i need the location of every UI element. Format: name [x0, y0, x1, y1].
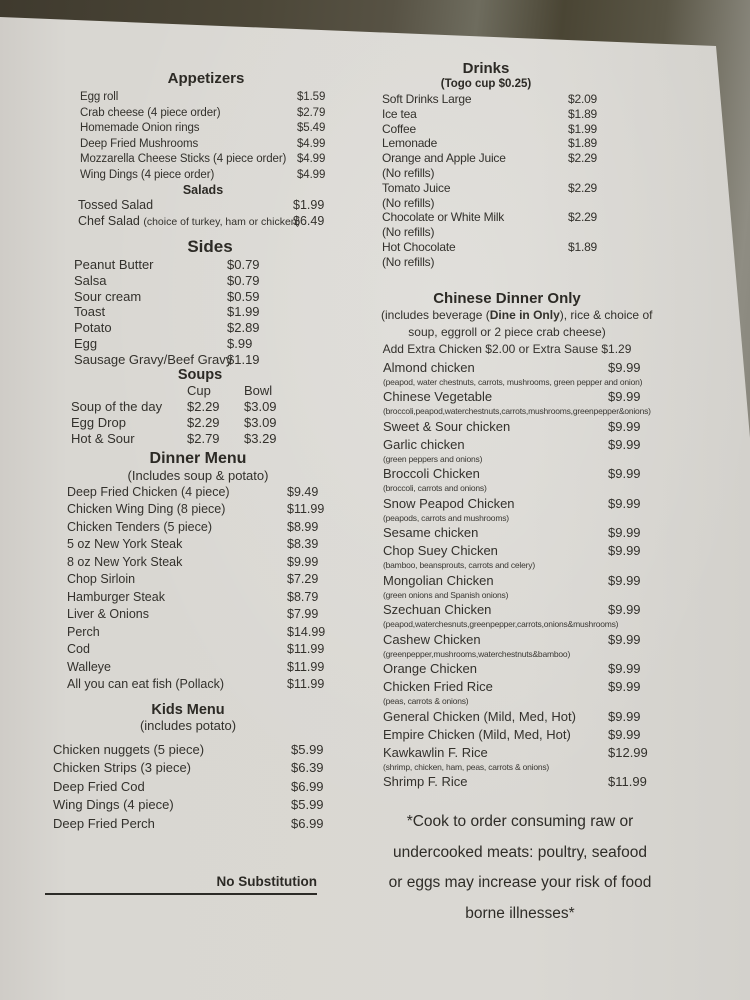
item-price: $12.99 — [608, 744, 648, 760]
item-price: $11.99 — [287, 659, 325, 674]
item-price: $9.99 — [608, 661, 641, 677]
item-price: $1.99 — [227, 304, 260, 320]
soups-list — [45, 399, 317, 447]
menu-item-row — [45, 137, 326, 153]
dinner-menu-title: Dinner Menu — [149, 449, 247, 467]
item-note: (No refills) — [382, 225, 435, 240]
chinese-item — [381, 726, 673, 744]
item-name: 5 oz New York Steak — [67, 537, 183, 552]
menu-item-row — [45, 289, 317, 305]
drink-item — [381, 107, 673, 122]
item-detail: (choice of turkey, ham or chicken) — [143, 216, 301, 228]
left-column — [45, 70, 326, 833]
item-name: Chicken Tenders (5 piece) — [67, 519, 212, 534]
item-price: $1.89 — [568, 106, 598, 121]
menu-item-row — [381, 524, 673, 542]
menu-item-row — [45, 641, 325, 659]
item-ingredients: (broccoli, carrots and onions) — [383, 483, 487, 494]
item-name: Orange and Apple Juice — [382, 151, 506, 166]
item-name: Homemade Onion rings — [80, 122, 200, 134]
chinese-item — [381, 495, 673, 525]
item-name: Peanut Butter — [74, 257, 154, 272]
item-price: $5.99 — [291, 797, 324, 813]
item-name: Wing Dings (4 piece order) — [80, 168, 215, 181]
dinner-list — [45, 484, 326, 694]
menu-item-row — [381, 436, 673, 454]
item-name: Tossed Salad — [78, 198, 154, 212]
item-name: Sausage Gravy/Beef Gravy — [74, 351, 233, 367]
sides-list — [45, 257, 317, 368]
item-price: $9.99 — [608, 495, 641, 511]
item-price: $5.49 — [297, 122, 326, 134]
item-name: Egg roll — [80, 91, 119, 103]
chinese-item — [381, 744, 673, 774]
menu-item-row — [45, 273, 317, 289]
item-name: Sweet & Sour chicken — [383, 418, 511, 434]
item-name: Tomato Juice — [382, 180, 451, 195]
menu-item-row — [381, 240, 673, 255]
menu-item-row — [381, 92, 673, 107]
drink-item — [381, 122, 673, 137]
item-price: $8.99 — [287, 519, 319, 534]
item-price: $9.99 — [608, 631, 641, 647]
item-name: Wing Dings (4 piece) — [53, 797, 174, 813]
chinese-item — [381, 359, 673, 389]
chinese-item — [381, 465, 673, 495]
chinese-dinner-list — [381, 359, 673, 792]
item-price: $1.19 — [227, 351, 260, 367]
drink-item — [381, 136, 673, 151]
item-price: $6.99 — [291, 815, 324, 831]
item-name: Chicken Wing Ding (8 piece) — [67, 502, 226, 517]
chinese-item — [381, 572, 673, 602]
chinese-dinner-note-line2: soup, eggroll or 2 piece crab cheese) — [408, 324, 606, 339]
kids-menu-title: Kids Menu — [151, 701, 225, 718]
item-price: $2.29 — [568, 210, 598, 225]
item-ingredients: (green peppers and onions) — [383, 453, 483, 464]
item-ingredients: (shrimp, chicken, ham, peas, carrots & onions) — [383, 761, 550, 772]
item-name: Sour cream — [74, 288, 142, 304]
item-price: $2.09 — [568, 92, 598, 106]
menu-item-row — [45, 778, 324, 797]
item-name: Cashew Chicken — [383, 631, 481, 647]
chinese-item — [381, 631, 673, 661]
no-substitution-note: No Substitution — [45, 874, 317, 895]
chinese-item — [381, 542, 673, 572]
item-price: $9.99 — [608, 436, 641, 452]
item-price: $.99 — [227, 335, 253, 351]
chinese-item — [381, 418, 673, 436]
item-name: Chicken Fried Rice — [383, 679, 493, 695]
menu-item-row — [45, 352, 317, 368]
menu-item-row — [381, 107, 673, 122]
item-price: $9.49 — [287, 484, 319, 499]
chinese-item — [381, 524, 673, 542]
menu-item-row — [381, 773, 673, 791]
item-price: $6.39 — [291, 760, 324, 776]
drink-item — [381, 240, 673, 270]
item-cup-price: $2.29 — [187, 398, 220, 414]
item-ingredients: (green onions and Spanish onions) — [383, 589, 509, 600]
chinese-item — [381, 436, 673, 466]
menu-item-row — [381, 631, 673, 649]
item-name: Deep Fried Perch — [53, 815, 155, 831]
item-note: (No refills) — [382, 254, 435, 269]
menu-item-row — [45, 676, 325, 694]
menu-item-row — [45, 659, 325, 677]
item-name: Mongolian Chicken — [383, 572, 494, 588]
chinese-dinner-note-line1: (includes beverage (Dine in Only), rice & choice of — [381, 307, 653, 322]
drink-item — [381, 151, 673, 181]
item-price: $1.89 — [568, 136, 598, 151]
menu-item-row — [45, 519, 317, 537]
item-price: $9.99 — [608, 525, 641, 541]
drinks-title: Drinks — [462, 60, 510, 77]
menu-item-row — [45, 815, 324, 834]
item-name: Deep Fried Mushrooms — [80, 137, 199, 150]
menu-item-row — [381, 542, 673, 560]
menu-item-row — [45, 624, 326, 642]
item-price: $9.99 — [608, 572, 641, 588]
item-name: Garlic chicken — [383, 436, 465, 452]
item-cup-price: $2.79 — [187, 430, 220, 446]
item-bowl-price: $3.09 — [244, 414, 277, 430]
item-name: Deep Fried Chicken (4 piece) — [67, 484, 230, 499]
item-name: Chinese Vegetable — [383, 389, 493, 405]
sides-title: Sides — [187, 237, 233, 256]
item-ingredients: (peapods, carrots and mushrooms) — [383, 512, 509, 523]
item-name: Chicken Strips (3 piece) — [53, 760, 191, 776]
menu-item-row — [381, 465, 673, 483]
chinese-item — [381, 388, 673, 418]
soups-column-headers — [45, 383, 317, 399]
salads-list — [45, 197, 325, 229]
menu-item-row — [45, 571, 317, 589]
soups-bowl-header: Bowl — [244, 382, 273, 398]
menu-item-row — [381, 136, 673, 151]
item-price: $6.49 — [293, 214, 325, 228]
menu-item-row — [45, 304, 317, 320]
menu-item-row — [45, 741, 324, 760]
drink-item — [381, 181, 673, 211]
item-price: $0.59 — [227, 288, 260, 304]
menu-item-row — [45, 106, 326, 122]
item-name: Chop Sirloin — [67, 572, 136, 587]
menu-item-row — [381, 660, 673, 678]
kids-list — [45, 741, 324, 834]
item-price: $9.99 — [608, 679, 641, 695]
menu-item-row — [381, 678, 673, 696]
item-name: Liver & Onions — [67, 607, 149, 622]
item-price: $0.79 — [227, 272, 260, 288]
item-name: Sesame chicken — [383, 525, 479, 541]
item-ingredients: (peas, carrots & onions) — [383, 696, 469, 707]
item-name: Szechuan Chicken — [383, 602, 492, 618]
item-price: $6.99 — [291, 778, 324, 794]
menu-item-row — [45, 320, 317, 336]
item-name: Soup of the day — [71, 398, 163, 414]
menu-item-row — [45, 90, 326, 106]
menu-item-row — [45, 759, 324, 778]
appetizers-list — [45, 90, 326, 183]
chinese-item — [381, 708, 673, 726]
menu-item-row — [45, 121, 326, 137]
disclaimer — [381, 807, 659, 929]
item-price: $9.99 — [608, 389, 641, 405]
item-price: $2.89 — [227, 320, 260, 336]
item-price: $9.99 — [608, 359, 641, 375]
item-price: $4.99 — [297, 153, 326, 165]
item-name: Orange Chicken — [383, 661, 477, 677]
kids-menu-subtitle: (includes potato) — [139, 717, 237, 733]
item-price: $9.99 — [608, 466, 641, 482]
item-price: $9.99 — [287, 554, 319, 569]
item-price: $9.99 — [608, 602, 641, 618]
menu-item-row — [45, 606, 317, 624]
menu-item-row — [45, 152, 326, 168]
item-price: $9.99 — [608, 726, 641, 742]
item-name: Deep Fried Cod — [53, 778, 145, 794]
menu-item-row — [45, 501, 325, 519]
menu-item-row — [45, 589, 317, 607]
item-name: Perch — [67, 624, 100, 639]
dinner-menu-subtitle: (Includes soup & potato) — [127, 467, 269, 483]
item-ingredients: (greenpepper,mushrooms,waterchestnuts&bamboo) — [383, 648, 571, 659]
item-price: $1.99 — [293, 198, 325, 212]
item-price: $2.29 — [568, 151, 598, 166]
item-name: General Chicken (Mild, Med, Hot) — [383, 708, 576, 724]
menu-item-row — [45, 536, 317, 554]
drinks-subtitle: (Togo cup $0.25) — [440, 78, 532, 90]
item-price: $2.79 — [297, 106, 326, 119]
soups-cup-header: Cup — [187, 382, 211, 398]
item-name: Hamburger Steak — [67, 589, 165, 604]
item-name: Egg Drop — [71, 414, 126, 430]
item-name: Salsa — [74, 272, 107, 288]
disclaimer-line: borne illnesses* — [465, 904, 575, 922]
soup-row — [45, 415, 317, 431]
item-name: Ice tea — [382, 106, 417, 121]
menu-item-row — [45, 213, 325, 229]
item-price: $0.79 — [227, 257, 260, 272]
item-name: 8 oz New York Steak — [67, 554, 183, 569]
item-name: Crab cheese (4 piece order) — [80, 106, 221, 119]
item-ingredients: (bamboo, beansprouts, carrots and celery) — [383, 560, 535, 571]
chinese-item — [381, 678, 673, 708]
item-cup-price: $2.29 — [187, 414, 220, 430]
item-ingredients: (peapod, water chestnuts, carrots, mushrooms, green pepper and onion) — [383, 376, 643, 387]
item-price: $7.99 — [287, 607, 319, 622]
disclaimer-line: *Cook to order consuming raw or — [406, 813, 634, 831]
menu-item-row — [45, 197, 325, 213]
chinese-item — [381, 601, 673, 631]
drink-item — [381, 210, 673, 240]
item-price: $11.99 — [287, 642, 325, 657]
appetizers-title: Appetizers — [167, 70, 245, 87]
chinese-dinner-note-line3: Add Extra Chicken $2.00 or Extra Sause $1.29 — [382, 341, 632, 356]
item-price: $11.99 — [287, 677, 325, 692]
item-price: $8.79 — [287, 589, 319, 604]
item-name: All you can eat fish (Pollack) — [67, 677, 225, 692]
item-note: (No refills) — [382, 195, 435, 210]
item-price: $1.59 — [297, 91, 326, 103]
item-name: Lemonade — [382, 136, 438, 151]
disclaimer-line: undercooked meats: poultry, seafood — [393, 843, 647, 861]
item-price: $11.99 — [287, 502, 325, 517]
item-ingredients: (broccoli,peapod,waterchestnuts,carrots,mushrooms,greenpepper&onions) — [383, 406, 651, 417]
menu-item-row — [45, 168, 326, 184]
item-bowl-price: $3.29 — [244, 430, 277, 446]
item-price: $9.99 — [608, 708, 641, 724]
menu-item-row — [381, 122, 673, 137]
item-name: Kawkawlin F. Rice — [383, 744, 488, 760]
item-price: $5.99 — [291, 741, 324, 757]
item-name: Toast — [74, 304, 106, 320]
item-name: Walleye — [67, 659, 111, 674]
item-name: Empire Chicken (Mild, Med, Hot) — [383, 726, 571, 742]
soup-row — [45, 399, 317, 415]
item-price: $4.99 — [297, 137, 326, 150]
salads-title: Salads — [182, 183, 224, 197]
soups-title: Soups — [177, 366, 223, 383]
item-name: Hot Chocolate — [382, 239, 456, 254]
menu-item-row — [381, 151, 673, 166]
item-price: $14.99 — [287, 624, 326, 639]
item-bowl-price: $3.09 — [244, 398, 277, 414]
item-price: $2.29 — [568, 180, 598, 195]
right-column — [381, 52, 673, 929]
chinese-item — [381, 773, 673, 791]
item-name: Potato — [74, 320, 112, 336]
item-name: Chop Suey Chicken — [383, 543, 498, 559]
item-name: Chef Salad — [78, 214, 140, 228]
disclaimer-line: or eggs may increase your risk of food — [388, 874, 652, 892]
menu-item-row — [381, 181, 673, 196]
item-name: Snow Peapod Chicken — [383, 495, 515, 511]
item-ingredients: (peapod,waterchesnuts,greenpepper,carrots,onions&mushrooms) — [383, 619, 619, 630]
menu-item-row — [45, 257, 317, 273]
menu-item-row — [45, 336, 317, 352]
item-name: Chicken nuggets (5 piece) — [53, 741, 205, 757]
drinks-list — [381, 92, 673, 270]
item-name: Egg — [74, 335, 98, 351]
item-price: $7.29 — [287, 572, 319, 587]
menu-item-row — [45, 796, 324, 815]
item-name: Broccoli Chicken — [383, 466, 480, 482]
menu-item-row — [381, 388, 673, 406]
menu-item-row — [381, 210, 673, 225]
drink-item — [381, 92, 673, 107]
menu-item-row — [381, 359, 673, 377]
item-price: $11.99 — [608, 774, 647, 790]
item-price: $4.99 — [297, 168, 326, 181]
menu-item-row — [381, 744, 673, 762]
item-price: $9.99 — [608, 543, 641, 559]
item-name: Hot & Sour — [71, 430, 135, 446]
item-name: Coffee — [382, 121, 416, 136]
chinese-item — [381, 660, 673, 678]
menu-item-row — [381, 708, 673, 726]
item-price: $8.39 — [287, 537, 319, 552]
item-name: Almond chicken — [383, 359, 475, 375]
soup-row — [45, 431, 317, 447]
menu-item-row — [381, 601, 673, 619]
menu-item-row — [381, 495, 673, 513]
menu-item-row — [45, 554, 317, 572]
item-price: $9.99 — [608, 418, 641, 434]
chinese-dinner-title: Chinese Dinner Only — [433, 289, 581, 307]
item-price: $1.89 — [568, 239, 598, 254]
menu-item-row — [381, 726, 673, 744]
menu-item-row — [45, 484, 317, 502]
item-name: Mozzarella Cheese Sticks (4 piece order) — [80, 153, 287, 165]
item-name: Chocolate or White Milk — [382, 210, 505, 225]
item-name: Shrimp F. Rice — [383, 774, 468, 790]
item-price: $1.99 — [568, 121, 598, 136]
item-name: Soft Drinks Large — [382, 92, 472, 106]
menu-item-row — [381, 418, 673, 436]
item-note: (No refills) — [382, 165, 435, 180]
menu-item-row — [381, 572, 673, 590]
item-name: Cod — [67, 642, 90, 657]
